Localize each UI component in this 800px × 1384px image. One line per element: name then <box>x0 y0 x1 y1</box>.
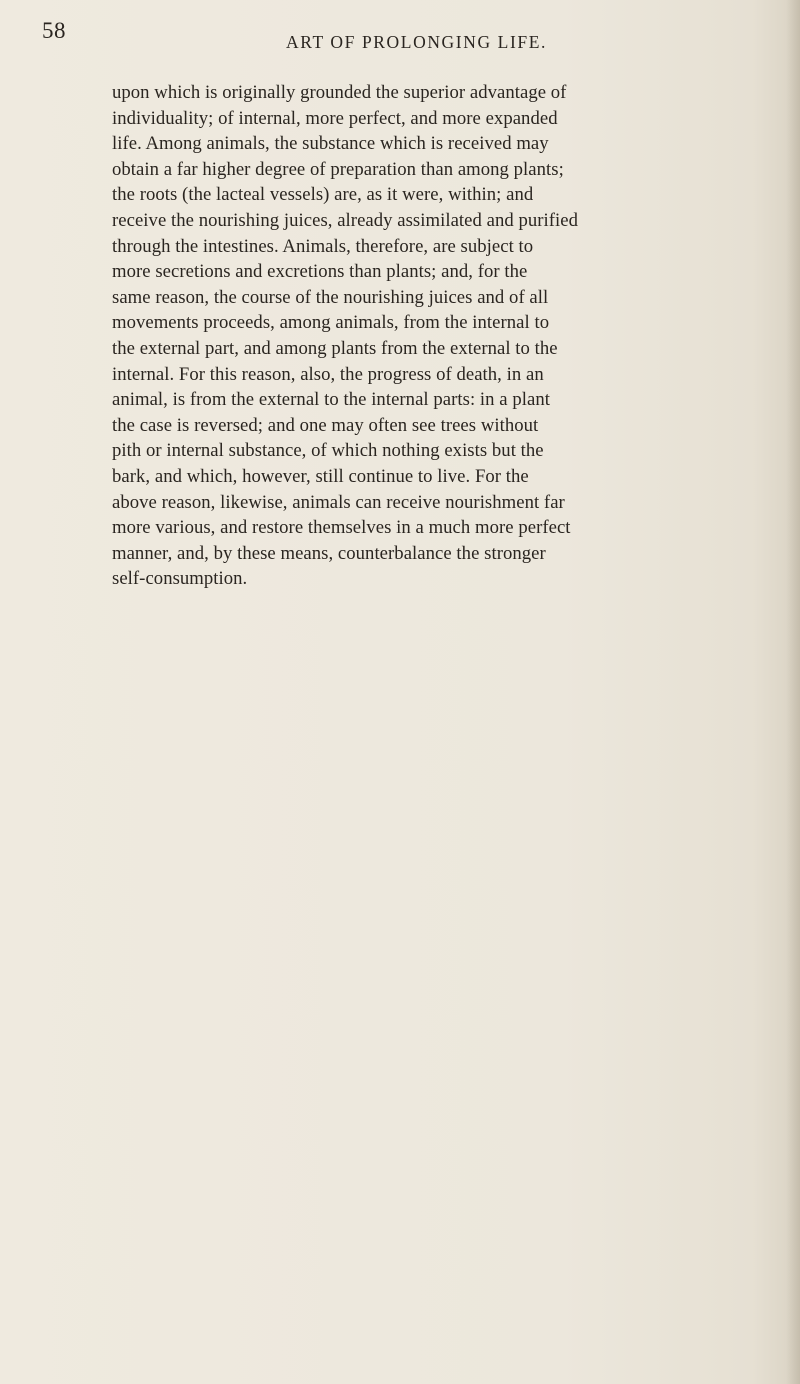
page-number: 58 <box>42 18 66 43</box>
text-line: more secretions and excretions than plants; and, for the <box>112 261 528 283</box>
text-line: movements proceeds, among animals, from the internal to <box>112 312 550 334</box>
text-line: individuality; of internal, more perfect, and more expanded <box>112 107 558 129</box>
text-line: through the intestines. Animals, therefore, are subject to <box>112 235 534 257</box>
text-line: self-consumption. <box>112 568 248 590</box>
text-line: internal. For this reason, also, the progress of death, in an <box>112 363 544 385</box>
text-line: receive the nourishing juices, already assimilated and purified <box>112 209 579 231</box>
text-line: life. Among animals, the substance which is received may <box>112 133 549 155</box>
text-line: animal, is from the external to the internal parts: in a plant <box>112 389 550 411</box>
text-line: the roots (the lacteal vessels) are, as it were, within; and <box>112 184 534 206</box>
text-line: same reason, the course of the nourishing juices and of all <box>112 286 549 308</box>
text-line: upon which is originally grounded the superior advantage of <box>112 82 567 103</box>
text-line: pith or internal substance, of which nothing exists but the <box>112 440 544 462</box>
text-line: manner, and, by these means, counterbalance the stronger <box>112 542 546 564</box>
text-line: the case is reversed; and one may often see trees without <box>112 414 539 436</box>
text-line: the external part, and among plants from the external to the <box>112 337 558 359</box>
body-paragraph <box>112 80 800 592</box>
text-line: obtain a far higher degree of preparation than among plants; <box>112 158 564 180</box>
text-line: bark, and which, however, still continue to live. For the <box>112 465 529 487</box>
text-line: above reason, likewise, animals can receive nourishment far <box>112 491 565 513</box>
text-line: more various, and restore themselves in a much more perfect <box>112 517 571 539</box>
running-title: ART OF PROLONGING LIFE. <box>286 32 547 52</box>
